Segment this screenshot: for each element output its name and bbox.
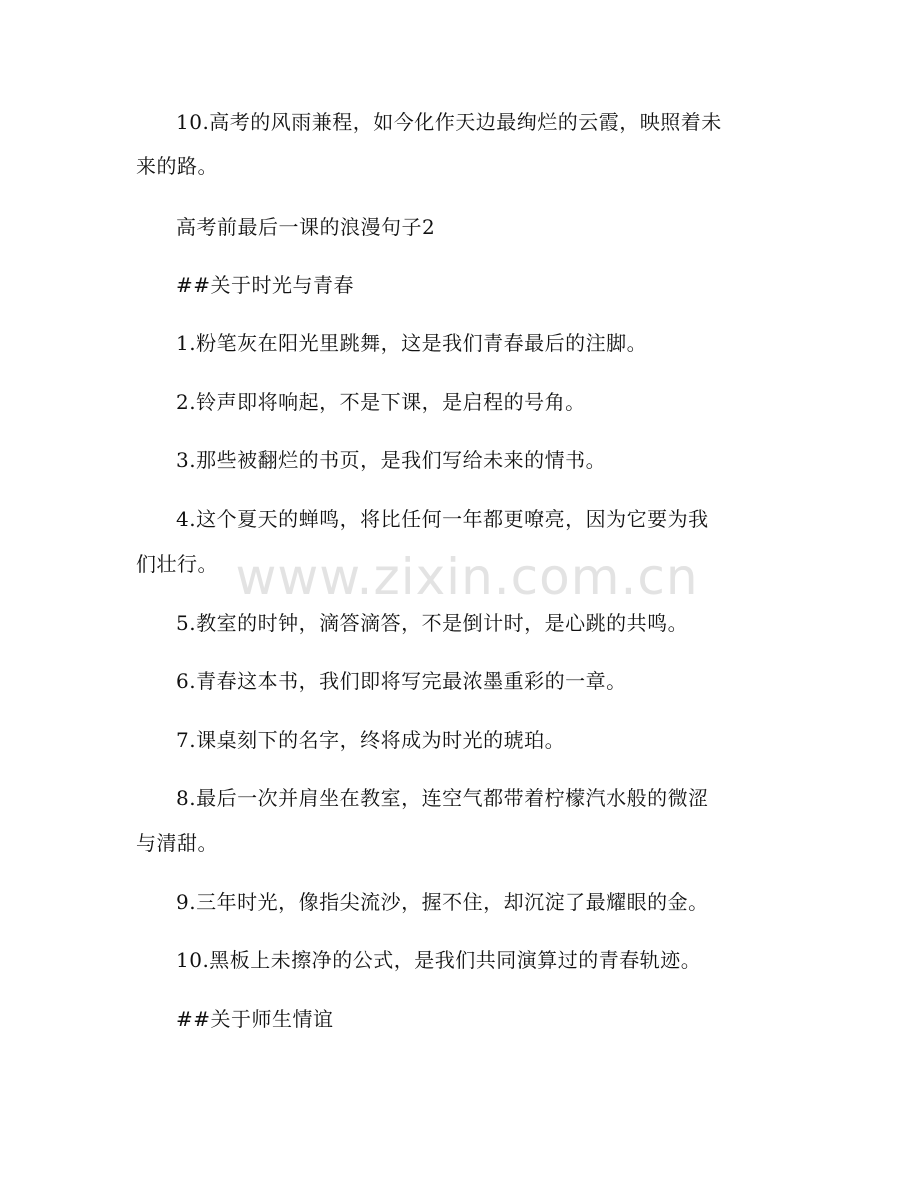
item-8-line-2: 与清甜。	[136, 831, 218, 855]
item-1: 1.粉笔灰在阳光里跳舞，这是我们青春最后的注脚。	[176, 331, 648, 355]
item-6: 6.青春这本书，我们即将写完最浓墨重彩的一章。	[176, 669, 627, 693]
item-3: 3.那些被翻烂的书页，是我们写给未来的情书。	[176, 448, 607, 472]
paragraph-line-2: 来的路。	[136, 154, 218, 178]
item-2: 2.铃声即将响起，不是下课，是启程的号角。	[176, 390, 586, 414]
item-5: 5.教室的时钟，滴答滴答，不是倒计时，是心跳的共鸣。	[176, 611, 689, 635]
item-4-line-2: 们壮行。	[136, 552, 218, 576]
paragraph-line-1: 10.高考的风雨兼程，如今化作天边最绚烂的云霞，映照着未	[176, 110, 722, 134]
subheading-teacher-student: ##关于师生情谊	[176, 1007, 334, 1031]
watermark-text: www.zixin.com.cn	[235, 548, 699, 606]
section-title: 高考前最后一课的浪漫句子2	[176, 215, 436, 239]
item-8-line-1: 8.最后一次并肩坐在教室，连空气都带着柠檬汽水般的微涩	[176, 786, 709, 810]
item-7: 7.课桌刻下的名字，终将成为时光的琥珀。	[176, 728, 566, 752]
item-9: 9.三年时光，像指尖流沙，握不住，却沉淀了最耀眼的金。	[176, 890, 709, 914]
subheading-time-youth: ##关于时光与青春	[176, 273, 355, 297]
item-4-line-1: 4.这个夏天的蝉鸣，将比任何一年都更嘹亮，因为它要为我	[176, 507, 709, 531]
item-10: 10.黑板上未擦净的公式，是我们共同演算过的青春轨迹。	[176, 948, 702, 972]
